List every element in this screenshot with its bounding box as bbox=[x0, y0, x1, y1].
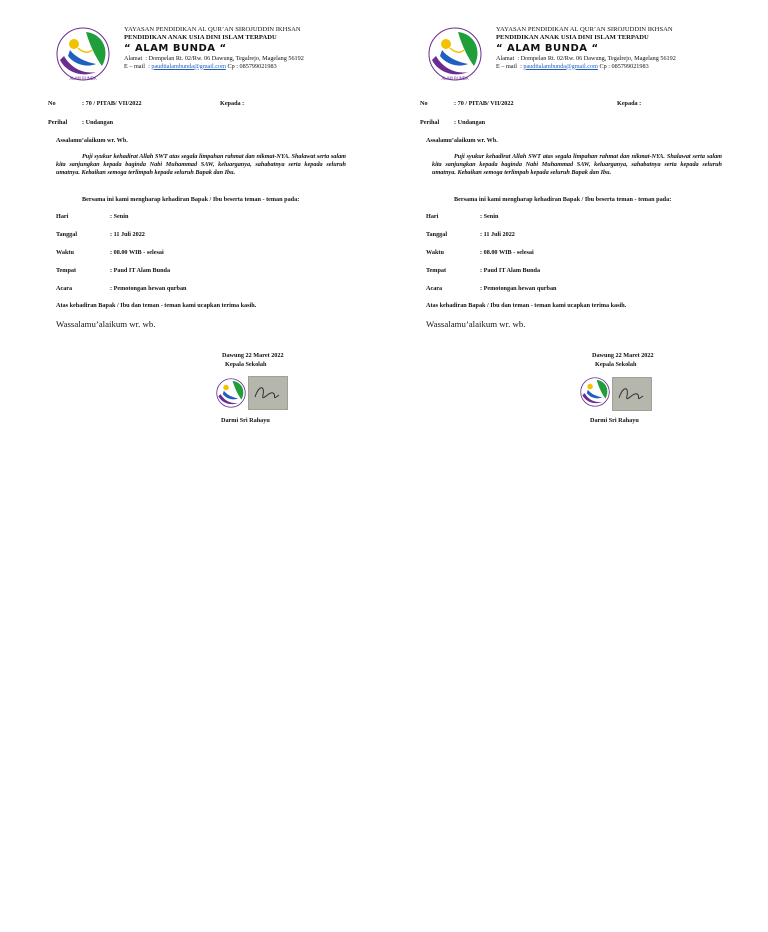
detail-label-tanggal: Tanggal bbox=[426, 231, 448, 238]
kepada-label: Kepada : bbox=[617, 100, 642, 107]
invitation-sentence: Bersama ini kami mengharap kehadiran Bapak / Ibu beserta teman - teman pada: bbox=[454, 196, 672, 203]
detail-label-waktu: Waktu bbox=[426, 249, 444, 256]
greeting: Assalamu’alaikum wr. Wb. bbox=[56, 137, 128, 144]
detail-label-tanggal: Tanggal bbox=[56, 231, 78, 238]
detail-value-hari: : Senin bbox=[110, 213, 129, 220]
signer-name: Darmi Sri Rahayu bbox=[221, 417, 270, 424]
school-logo-icon bbox=[52, 26, 114, 82]
foundation-name: YAYASAN PENDIDIKAN AL QUR’AN SIROJUDDIN IKHSAN bbox=[496, 26, 673, 33]
wassalam: Wassalamu’alaikum wr. wb. bbox=[426, 319, 526, 329]
opening-paragraph: Puji syukur kehadirat Allah SWT atas segala limpahan rahmat dan nikmat-NYA. Shalawat serta salam kita sanjungkan kepada baginda Nabi Muhammad SAW, keluarganya, sahabatnya serta kepada seluruh umatnya. Kebaikan semoga terlimpah kepada seluruh Bapak dan Ibu. bbox=[56, 153, 346, 176]
signer-position: Kepala Sekolah bbox=[595, 361, 637, 368]
detail-label-tempat: Tempat bbox=[426, 267, 447, 274]
no-value: : 70 / PITAB/ VII/2022 bbox=[454, 100, 514, 107]
detail-value-waktu: : 08.00 WIB - selesai bbox=[110, 249, 164, 256]
detail-label-tempat: Tempat bbox=[56, 267, 77, 274]
signer-position: Kepala Sekolah bbox=[225, 361, 267, 368]
letterhead bbox=[124, 26, 374, 70]
detail-value-tempat: : Paud IT Alam Bunda bbox=[480, 267, 541, 274]
detail-value-acara: : Pemotongan hewan qurban bbox=[480, 285, 557, 292]
opening-paragraph: Puji syukur kehadirat Allah SWT atas segala limpahan rahmat dan nikmat-NYA. Shalawat serta salam kita sanjungkan kepada baginda Nabi Muhammad SAW, keluarganya, sahabatnya serta kepada seluruh umatnya. Kebaikan semoga terlimpah kepada seluruh Bapak dan Ibu. bbox=[432, 153, 722, 176]
place-date: Dawung 22 Maret 2022 bbox=[592, 352, 654, 359]
signer-name: Darmi Sri Rahayu bbox=[590, 417, 639, 424]
letterhead bbox=[496, 26, 746, 70]
contact-line: E – mail : paudttalambunda@gmail.com Cp : 085799021983 bbox=[496, 62, 649, 70]
kepada-label: Kepada : bbox=[220, 100, 245, 107]
detail-label-hari: Hari bbox=[426, 213, 439, 220]
school-brand: “ ALAM BUNDA “ bbox=[496, 43, 599, 54]
stamp-logo-icon bbox=[214, 376, 248, 410]
detail-value-acara: : Pemotongan hewan qurban bbox=[110, 285, 187, 292]
signature-image bbox=[248, 376, 288, 410]
closing-sentence: Atas kehadiran Bapak / Ibu dan teman - teman kami ucapkan terima kasih. bbox=[426, 302, 627, 309]
no-label: No bbox=[420, 100, 428, 107]
letter-left bbox=[0, 0, 384, 460]
no-label: No bbox=[48, 100, 56, 107]
email-link[interactable]: paudttalambunda@gmail.com bbox=[151, 62, 226, 70]
letter-right bbox=[372, 0, 756, 460]
invitation-sentence: Bersama ini kami mengharap kehadiran Bapak / Ibu beserta teman - teman pada: bbox=[82, 196, 300, 203]
foundation-name: YAYASAN PENDIDIKAN AL QUR’AN SIROJUDDIN IKHSAN bbox=[124, 26, 301, 33]
school-subtitle: PENDIDIKAN ANAK USIA DINI ISLAM TERPADU bbox=[496, 34, 649, 41]
address-line: Alamat : Dompelan Rt. 02/Rw. 06 Dawung, Tegalrejo, Magelang 56192 bbox=[124, 55, 304, 62]
closing-sentence: Atas kehadiran Bapak / Ibu dan teman - teman kami ucapkan terima kasih. bbox=[56, 302, 257, 309]
signature-icon bbox=[249, 377, 287, 409]
school-logo-icon bbox=[424, 26, 486, 82]
detail-label-hari: Hari bbox=[56, 213, 69, 220]
perihal-value: : Undangan bbox=[82, 119, 114, 126]
signature-image bbox=[612, 377, 652, 411]
place-date: Dawung 22 Maret 2022 bbox=[222, 352, 284, 359]
detail-label-acara: Acara bbox=[426, 285, 443, 292]
no-value: : 70 / PITAB/ VII/2022 bbox=[82, 100, 142, 107]
address-line: Alamat : Dompelan Rt. 02/Rw. 06 Dawung, Tegalrejo, Magelang 56192 bbox=[496, 55, 676, 62]
greeting: Assalamu’alaikum wr. Wb. bbox=[426, 137, 498, 144]
svg-text:ALAM BUNDA: ALAM BUNDA bbox=[69, 76, 97, 81]
email-link[interactable]: paudttalambunda@gmail.com bbox=[523, 62, 598, 70]
school-brand: “ ALAM BUNDA “ bbox=[124, 43, 227, 54]
perihal-value: : Undangan bbox=[454, 119, 486, 126]
stamp-logo-icon bbox=[578, 375, 612, 409]
detail-label-acara: Acara bbox=[56, 285, 73, 292]
detail-value-tanggal: : 11 Juli 2022 bbox=[480, 231, 515, 238]
svg-text:ALAM BUNDA: ALAM BUNDA bbox=[441, 76, 469, 81]
perihal-label: Perihal bbox=[420, 119, 440, 126]
wassalam: Wassalamu’alaikum wr. wb. bbox=[56, 319, 156, 329]
school-subtitle: PENDIDIKAN ANAK USIA DINI ISLAM TERPADU bbox=[124, 34, 277, 41]
contact-line: E – mail : paudttalambunda@gmail.com Cp : 085799021983 bbox=[124, 62, 277, 70]
detail-value-hari: : Senin bbox=[480, 213, 499, 220]
detail-value-waktu: : 08.00 WIB - selesai bbox=[480, 249, 534, 256]
perihal-label: Perihal bbox=[48, 119, 68, 126]
signature-icon bbox=[613, 378, 651, 410]
detail-label-waktu: Waktu bbox=[56, 249, 74, 256]
detail-value-tempat: : Paud IT Alam Bunda bbox=[110, 267, 171, 274]
detail-value-tanggal: : 11 Juli 2022 bbox=[110, 231, 145, 238]
